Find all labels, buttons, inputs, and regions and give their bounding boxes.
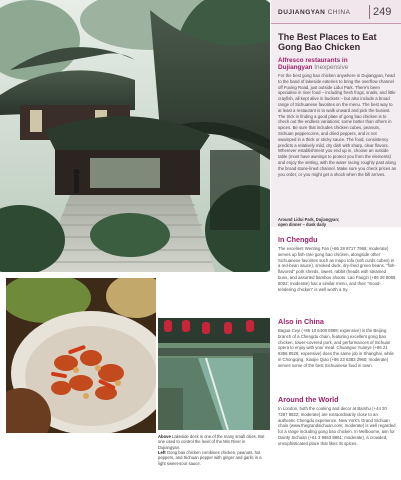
canal-photo — [158, 318, 270, 430]
running-head-region: DUJIANGYAN — [278, 9, 326, 16]
temple-photo — [0, 0, 270, 272]
caption-left-text: Gong bao chicken combines chicken, peanuts, hot peppers, and Sichuan pepper with ginger and garlic in a light sweet-sour sauce. — [158, 450, 262, 466]
header-divider — [369, 5, 370, 19]
caption-above-lead: Above — [158, 434, 171, 439]
feature-address-line2: open dinner – dusk daily — [278, 222, 326, 227]
feature-subhead-place: Dujiangyan — [278, 64, 313, 71]
chicken-dish-photo — [6, 278, 156, 433]
section-heading-chengdu: In Chengdu — [278, 235, 318, 244]
page-number: 249 — [373, 6, 392, 18]
section-heading-china: Also in China — [278, 317, 324, 326]
caption-left-lead: Left — [158, 450, 166, 455]
running-head-country: CHINA — [327, 9, 351, 16]
feature-address-line1: Around Lidui Park, Dujiangyan; — [278, 217, 340, 222]
feature-title-line1: The Best Places to Eat — [278, 32, 377, 42]
caption-left — [158, 450, 268, 466]
chicken-dish-illustration — [6, 278, 156, 433]
feature-subhead-line1: Alfresco restaurants in — [278, 57, 348, 64]
canal-illustration — [158, 318, 270, 430]
caption-above-text: Lakeside deck is one of the many small cities. But one used to control the level of the Min River in Dujiangyan. — [158, 434, 265, 450]
feature-subhead-price: Inexpensive — [314, 64, 349, 71]
feature-body: For the best gong bao chicken anywhere in Dujiangyan, head to the band of lakeside eateries to bring the overflow channel off Fuxing Road, just outside Lidui Park. There's been specialise in river food – including fresh frogs, snails, and little crayfish, all kept alive in buckets – but also include a broad range of Sichuanese favorites on the menu. The best way to at least a restaurant is to walk onward and pick the busiest. The trick in finding a good plate of gong bao chicken is to check out the endless variations; some better than others in spices. Be sure that includes chicken cubes, peanuts, Sichuan peppercorns, and dried peppers, and is not swamped in a thick or sticky sauce. The food, consistency predicts a relatively mild, dry dish with sharp, clear flavors. Wherever establishment you end up in, choose an outside table (most have awnings to protect you from the elements) and enjoy the setting, with the water racing roughly past along the broad stone-lined channel. Make sure you check prices as you order, or you might get a shock when the bill arrives. — [278, 73, 396, 177]
feature-title-line2: Gong Bao Chicken — [278, 42, 361, 52]
section-body-china: Bagua Ceyi (+86 10 6408 0888; expensive) is the Beijing branch of a Chengdu chain, featuring excellent gong bao chicken, tower-covered pork, and performances of Sichuan opera to enjoy with your meal. Chuanguo Yuanye (+86 21 6356 8526; expensive) does the same job in Shanghai, while in Chongqing, Xiaojie Qiao (+86 23 6383 2960; moderate) serves some of the best Sichuanese food in town. — [278, 328, 394, 368]
feature-subhead-line2 — [278, 64, 348, 71]
section-body-world: In London, both the cooking and decor at Barshu (+44 20 7287 8822; moderate) are extraordinarily close to an authentic Chengdu experience. New York's Grand Sichuan chain (www.thegrandsichuan.com; moderate) is well regarded for a range including gong bao chicken. In Melbourne, aim for Dainty Sichuan (+61 3 9663 8861; moderate), a crowded, unsophisticated place that likes its spices. — [278, 406, 396, 446]
caption-above — [158, 434, 268, 450]
section-body-chengdu: The excellent Wenting Fan (+86 28 8717 7966; moderate) serves up fish-rare gong bao chicken, alongside other Sichuanese favorites such as mapo tofu (soft curds cubes) in a red-bean sauce), smoked duck, dry-fried green beans, "fish-flavored" pork shreds, sweet, rabbit (heads with steamed buns, and assorted bamboo shoots. Lao Fangzi (+86 28 8089 8002; moderate) has a similar menu, and their "mood-tendering chicken" is well worth a try. — [278, 246, 396, 292]
temple-illustration — [0, 0, 270, 272]
section-heading-world: Around the World — [278, 395, 339, 404]
running-head — [278, 9, 350, 16]
